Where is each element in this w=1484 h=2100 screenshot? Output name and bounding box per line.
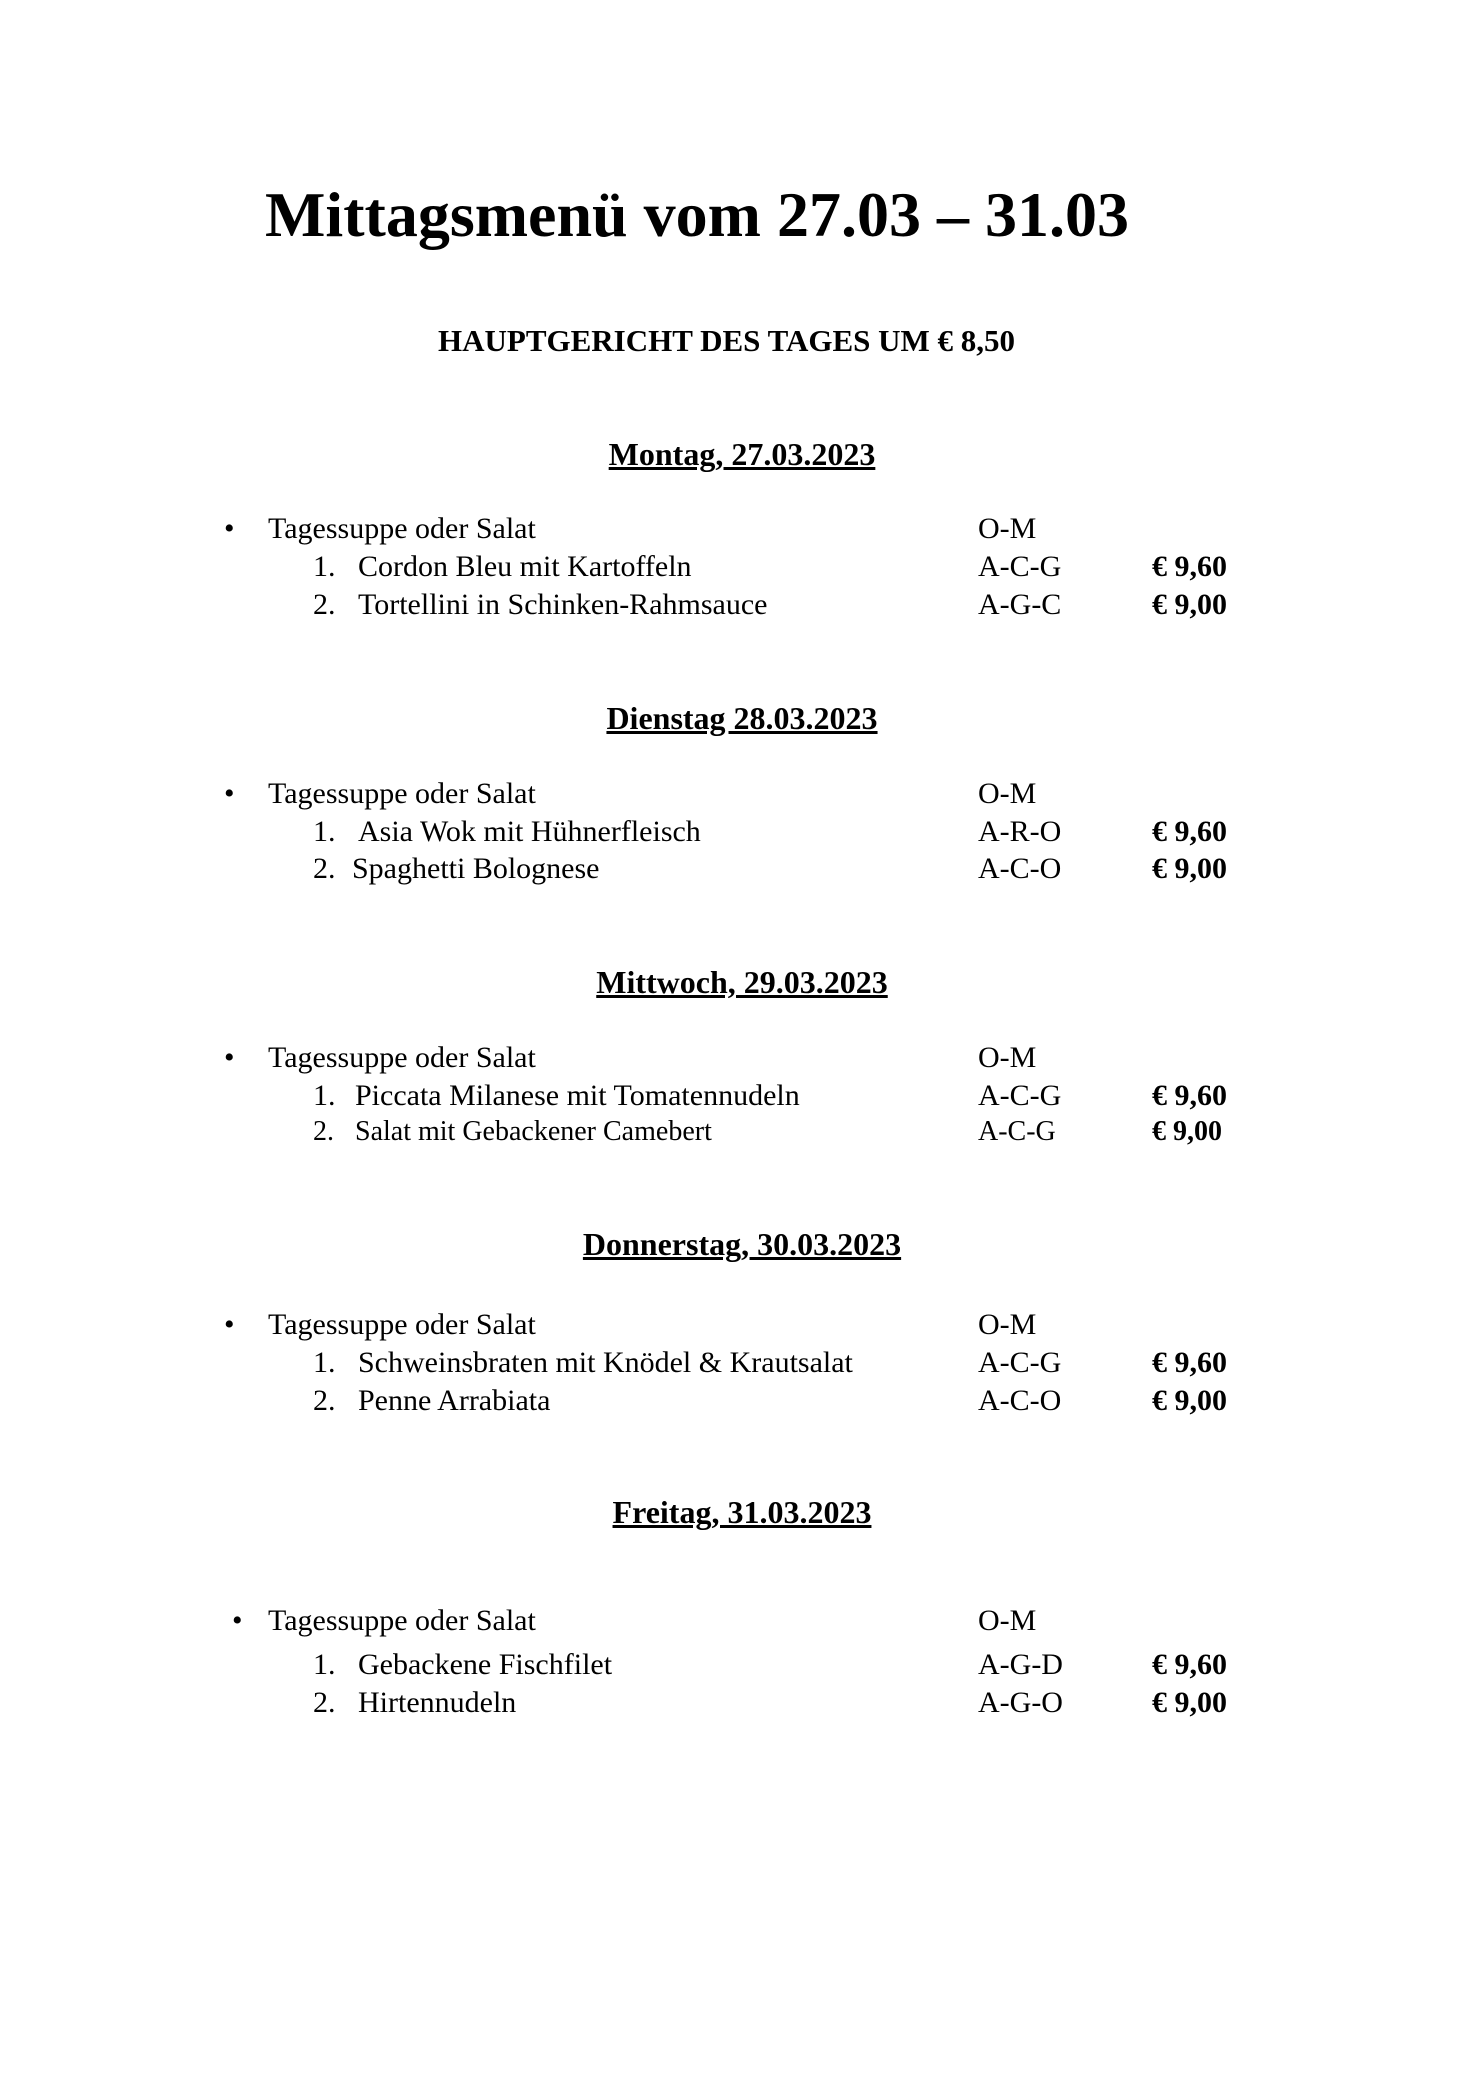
- soup-row: [0, 512, 1484, 552]
- soup-row: [0, 1041, 1484, 1081]
- dish-price: € 9,00: [1152, 588, 1227, 621]
- dish-row: [0, 1116, 1484, 1156]
- dish-row: [0, 1384, 1484, 1424]
- dish-name: Schweinsbraten mit Knödel & Krautsalat: [358, 1346, 853, 1379]
- dish-name: Gebackene Fischfilet: [358, 1648, 613, 1681]
- dish-name: Piccata Milanese mit Tomatennudeln: [355, 1079, 800, 1112]
- soup-codes: O-M: [978, 1041, 1037, 1074]
- dish-row: [0, 1686, 1484, 1726]
- dish-number: 1.: [313, 1079, 336, 1112]
- dish-codes: A-C-O: [978, 1384, 1062, 1417]
- dish-name: Tortellini in Schinken-Rahmsauce: [358, 588, 768, 621]
- dish-codes: A-R-O: [978, 815, 1062, 848]
- dish-number: 2.: [313, 1686, 336, 1719]
- menu-title: Mittagsmenü vom 27.03 – 31.03: [265, 179, 1129, 250]
- dish-number: 1.: [313, 815, 336, 848]
- day-heading-montag: Montag, 27.03.2023: [608, 436, 876, 472]
- dish-row: [0, 1648, 1484, 1688]
- dish-price: € 9,60: [1152, 1648, 1227, 1681]
- soup-codes: O-M: [978, 777, 1037, 810]
- dish-codes: A-C-G: [978, 1116, 1056, 1147]
- soup-codes: O-M: [978, 512, 1037, 545]
- dish-row: [0, 852, 1484, 892]
- dish-codes: A-C-G: [978, 1346, 1062, 1379]
- soup-row: [0, 777, 1484, 817]
- bullet: •: [224, 777, 235, 810]
- dish-price: € 9,60: [1152, 1346, 1227, 1379]
- bullet: •: [232, 1604, 243, 1637]
- dish-price: € 9,00: [1152, 1686, 1227, 1719]
- soup-label: Tagessuppe oder Salat: [268, 512, 536, 545]
- menu-subtitle: HAUPTGERICHT DES TAGES UM € 8,50: [438, 323, 1016, 358]
- dish-codes: A-C-G: [978, 550, 1062, 583]
- dish-codes: A-G-O: [978, 1686, 1063, 1719]
- dish-price: € 9,60: [1152, 550, 1227, 583]
- dish-number: 2.: [313, 588, 336, 621]
- day-heading-dienstag: Dienstag 28.03.2023: [606, 700, 878, 736]
- dish-price: € 9,00: [1152, 852, 1227, 885]
- dish-price: € 9,00: [1152, 1116, 1222, 1147]
- dish-row: [0, 588, 1484, 628]
- dish-number: 2.: [313, 1384, 336, 1417]
- bullet: •: [224, 1041, 235, 1074]
- dish-name: Spaghetti Bolognese: [352, 852, 600, 885]
- dish-number: 2.: [313, 1116, 334, 1147]
- day-heading-freitag: Freitag, 31.03.2023: [612, 1494, 872, 1530]
- dish-codes: A-C-G: [978, 1079, 1062, 1112]
- dish-number: 1.: [313, 550, 336, 583]
- soup-codes: O-M: [978, 1308, 1037, 1341]
- dish-name: Salat mit Gebackener Camebert: [355, 1116, 712, 1147]
- bullet: •: [224, 1308, 235, 1341]
- dish-name: Penne Arrabiata: [358, 1384, 551, 1417]
- dish-row: [0, 1079, 1484, 1119]
- soup-label: Tagessuppe oder Salat: [268, 1604, 536, 1637]
- soup-row: [0, 1308, 1484, 1348]
- dish-price: € 9,60: [1152, 815, 1227, 848]
- bullet: •: [224, 512, 235, 545]
- soup-row: [0, 1604, 1484, 1644]
- dish-number: 1.: [313, 1346, 336, 1379]
- dish-row: [0, 550, 1484, 590]
- soup-label: Tagessuppe oder Salat: [268, 1308, 536, 1341]
- soup-label: Tagessuppe oder Salat: [268, 1041, 536, 1074]
- dish-row: [0, 815, 1484, 855]
- dish-name: Asia Wok mit Hühnerfleisch: [358, 815, 701, 848]
- dish-name: Hirtennudeln: [358, 1686, 517, 1719]
- dish-number: 1.: [313, 1648, 336, 1681]
- day-heading-mittwoch: Mittwoch, 29.03.2023: [596, 964, 888, 1000]
- dish-codes: A-G-D: [978, 1648, 1063, 1681]
- dish-codes: A-C-O: [978, 852, 1062, 885]
- dish-row: [0, 1346, 1484, 1386]
- dish-number: 2.: [313, 852, 336, 885]
- soup-label: Tagessuppe oder Salat: [268, 777, 536, 810]
- dish-codes: A-G-C: [978, 588, 1062, 621]
- dish-price: € 9,00: [1152, 1384, 1227, 1417]
- dish-name: Cordon Bleu mit Kartoffeln: [358, 550, 692, 583]
- soup-codes: O-M: [978, 1604, 1037, 1637]
- dish-price: € 9,60: [1152, 1079, 1227, 1112]
- day-heading-donnerstag: Donnerstag, 30.03.2023: [582, 1226, 902, 1262]
